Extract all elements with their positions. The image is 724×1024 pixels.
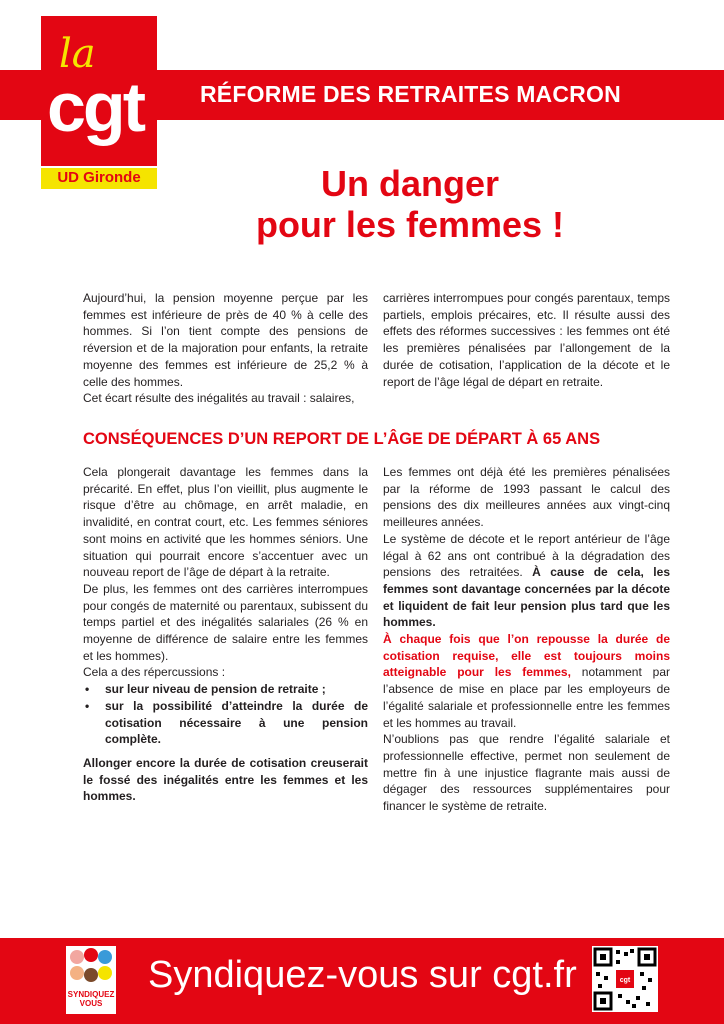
headline-line-1: Un danger bbox=[320, 163, 499, 204]
syndiquez-vous-badge bbox=[66, 946, 116, 1014]
bullet-icon: • bbox=[85, 682, 90, 697]
person-icon bbox=[98, 966, 112, 980]
intro-paragraph: Cet écart résulte des inégalités au travail : salaires, bbox=[83, 391, 355, 406]
bullet-icon: • bbox=[85, 698, 90, 713]
qr-code-graphic bbox=[592, 946, 658, 1012]
logo-ud-gironde: UD Gironde bbox=[57, 169, 141, 186]
body-paragraph: De plus, les femmes ont des carrières interrompues pour congés de maternité ou parentaux, subissent du temps partiel et des inégalités salariales (26 % en moyenne de différence de salaire entre les femmes et les hommes). bbox=[83, 581, 368, 663]
badge-line-1: SYNDIQUEZ bbox=[67, 990, 115, 999]
person-icon bbox=[70, 950, 84, 964]
body-paragraph: Cela plongerait davantage les femmes dans la précarité. En effet, plus l’on vieillit, plus augmente le risque d’être au chômage, en arrêt maladie, en invalidité, en contrat court, etc. Les femmes séniores sont moins en activité que les hommes séniors. Une situation qui pourrait encore s’accentuer avec un nouveau report de l’âge de départ à la retraite. bbox=[83, 465, 368, 580]
consequences-right-column bbox=[383, 464, 670, 815]
list-item-text: sur la possibilité d’atteindre la durée de cotisation nécessaire à une pension complète. bbox=[105, 698, 368, 747]
person-icon bbox=[98, 950, 112, 964]
section-heading: CONSÉQUENCES D’UN REPORT DE L’ÂGE DE DÉPART À 65 ANS bbox=[83, 430, 601, 448]
intro-paragraph: Aujourd’hui, la pension moyenne perçue par les femmes est inférieure de près de 40 % à celle des hommes. Si l’on tient compte des pensions de réversion et de la majoration pour enfants, la retraite moyenne des femmes est inférieure de 25,2 % à celle des hommes. bbox=[83, 291, 368, 389]
headline-line-2: pour les femmes ! bbox=[255, 204, 565, 245]
conclusion-paragraph: Allonger encore la durée de cotisation creuserait le fossé des inégalités entre les femmes et les hommes. bbox=[83, 755, 368, 804]
badge-line-2: VOUS bbox=[79, 999, 103, 1008]
qr-logo-text: cgt bbox=[619, 977, 631, 984]
person-icon bbox=[84, 948, 98, 962]
body-paragraph: Cela a des répercussions : bbox=[83, 665, 226, 680]
body-paragraph: Les femmes ont déjà été les premières pénalisées par la réforme de 1993 passant le calcul des pensions des dix meilleures années aux vingt-cinq meilleures années. bbox=[383, 465, 670, 530]
qr-code-icon bbox=[592, 946, 658, 1012]
banner-title: RÉFORME DES RETRAITES MACRON bbox=[200, 81, 621, 107]
badge-label bbox=[66, 990, 116, 1008]
intro-left-column bbox=[83, 290, 368, 407]
paragraph-text: notamment par l’absence de mise en place par les employeurs de l’égalité salariale et professionnelle entre les femmes et les hommes au travail. bbox=[383, 665, 670, 730]
intro-paragraph: carrières interrompues pour congés parentaux, temps partiels, emplois précaires, etc. Il résulte aussi des effets des réformes successives : les femmes ont été les premières pénalisées par l’allongement de la durée de cotisation, l’application de la décote et le report de l’âge légal de départ en retraite. bbox=[383, 291, 670, 389]
join-call-to-action: Syndiquez-vous sur cgt.fr bbox=[148, 954, 577, 996]
repercussions-list bbox=[83, 681, 368, 748]
consequences-left-column bbox=[83, 464, 368, 805]
emphasis-text: À cause de cela, les femmes sont davantage concernées par la décote et liquident de fait leur pension plus tard que les hommes. bbox=[383, 565, 670, 630]
logo-cgt-text: cgt bbox=[47, 68, 143, 146]
person-icon bbox=[84, 968, 98, 982]
list-item bbox=[83, 681, 368, 698]
intro-right-column bbox=[383, 290, 670, 390]
person-icon bbox=[70, 966, 84, 980]
page-headline bbox=[160, 163, 660, 245]
logo-la-text: la bbox=[59, 31, 96, 77]
body-paragraph: N’oublions pas que rendre l’égalité salariale et professionnelle effective, permet non seulement de mettre fin à une injustice flagrante mais aussi de dégager des ressources supplémentaires pour financer le système de retraite. bbox=[383, 732, 670, 814]
body-paragraph bbox=[383, 531, 670, 631]
body-paragraph bbox=[383, 631, 670, 731]
cgt-logo bbox=[41, 16, 157, 189]
highlight-text: À chaque fois que l’on repousse la durée de cotisation requise, elle est toujours moins atteignable pour les femmes, bbox=[383, 632, 670, 680]
list-item bbox=[83, 698, 368, 748]
list-item-text: sur leur niveau de pension de retraite ; bbox=[105, 682, 326, 697]
paragraph-text: Le système de décote et le report antérieur de l’âge légal à 62 ans ont contribué à la dégradation des pensions des retraitées. bbox=[383, 531, 670, 580]
